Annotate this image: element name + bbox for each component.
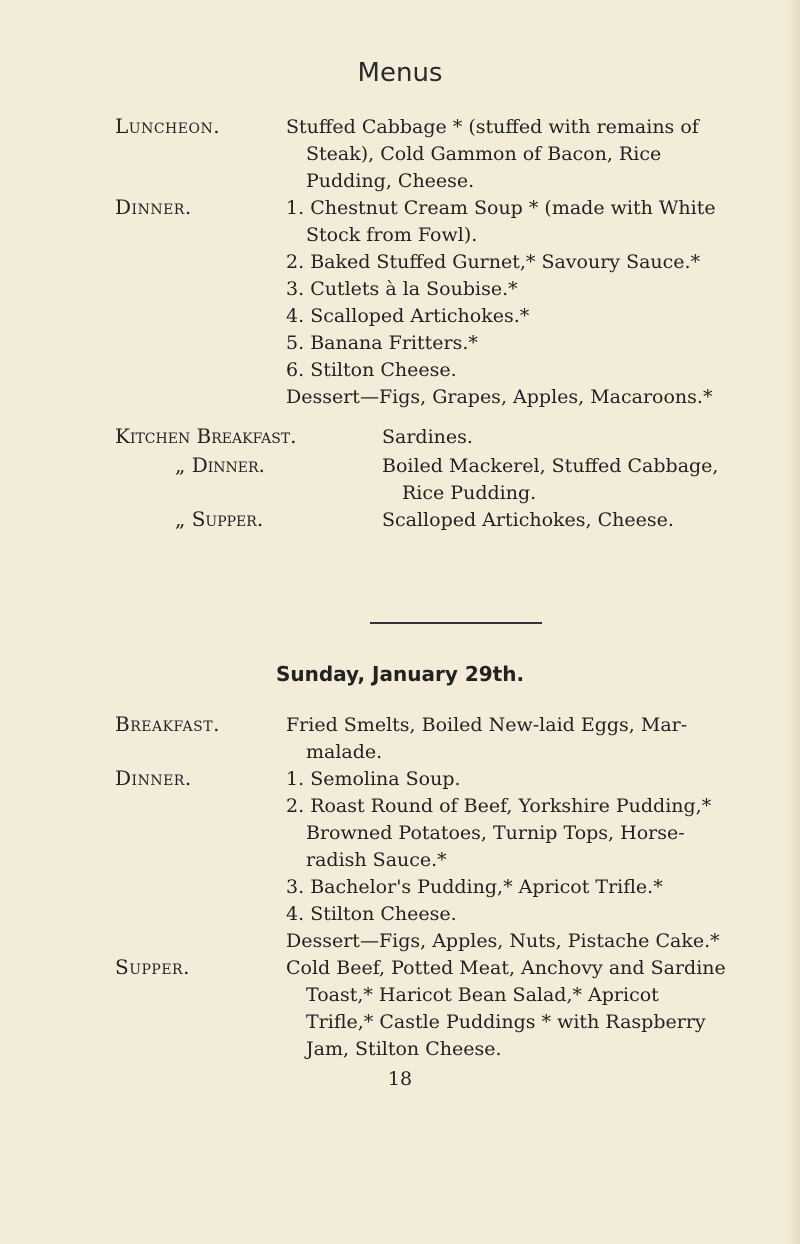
luncheon-line: Pudding, Cheese. <box>306 170 475 192</box>
kitchen-breakfast-label: Kitchen Breakfast. <box>115 424 297 448</box>
menu-item: 4. Scalloped Artichokes.* <box>286 305 530 327</box>
dessert-line: Dessert—Figs, Grapes, Apples, Macaroons.* <box>286 386 713 408</box>
kitchen-dinner-label: „ Dinner. <box>175 453 265 477</box>
section-divider <box>370 622 542 624</box>
menu-item: 1. Semolina Soup. <box>286 768 461 790</box>
menu-item-cont: radish Sauce.* <box>306 849 447 871</box>
breakfast-line: malade. <box>306 741 383 763</box>
menu-item: 5. Banana Fritters.* <box>286 332 478 354</box>
kitchen-line: Boiled Mackerel, Stuffed Cabbage, <box>382 455 719 477</box>
kitchen-line: Rice Pudding. <box>402 482 537 504</box>
luncheon-line: Stuffed Cabbage * (stuffed with remains of <box>286 116 699 138</box>
supper-label: Supper. <box>115 955 190 979</box>
page-number: 18 <box>387 1068 413 1090</box>
dinner-menu <box>286 766 760 955</box>
kitchen-supper-text <box>382 507 762 534</box>
breakfast-label: Breakfast. <box>115 712 220 736</box>
luncheon-text <box>286 114 760 195</box>
dinner-label: Dinner. <box>115 195 192 219</box>
breakfast-line: Fried Smelts, Boiled New-laid Eggs, Mar- <box>286 714 688 736</box>
menu-item: 3. Cutlets à la Soubise.* <box>286 278 518 300</box>
menu-item: 1. Chestnut Cream Soup * (made with White <box>286 197 716 219</box>
kitchen-dinner-text <box>382 453 762 507</box>
menu-item: 3. Bachelor's Pudding,* Apricot Trifle.* <box>286 876 663 898</box>
supper-line: Cold Beef, Potted Meat, Anchovy and Sardine <box>286 957 726 979</box>
supper-line: Trifle,* Castle Puddings * with Raspberry <box>306 1011 706 1033</box>
supper-line: Toast,* Haricot Bean Salad,* Apricot <box>306 984 659 1006</box>
kitchen-supper-label: „ Supper. <box>175 507 264 531</box>
dinner-label: Dinner. <box>115 766 192 790</box>
menu-item: 6. Stilton Cheese. <box>286 359 457 381</box>
page-header: Menus <box>357 58 443 88</box>
menu-item: 2. Roast Round of Beef, Yorkshire Pudding,* <box>286 795 712 817</box>
menu-item-cont: Browned Potatoes, Turnip Tops, Horse- <box>306 822 685 844</box>
supper-line: Jam, Stilton Cheese. <box>306 1038 502 1060</box>
luncheon-label: Luncheon. <box>115 114 221 138</box>
menu-item-cont: Stock from Fowl). <box>306 224 478 246</box>
menu-item: 4. Stilton Cheese. <box>286 903 457 925</box>
dinner-menu <box>286 195 760 411</box>
kitchen-line: Scalloped Artichokes, Cheese. <box>382 509 674 531</box>
kitchen-line: Sardines. <box>382 426 473 448</box>
dessert-line: Dessert—Figs, Apples, Nuts, Pistache Cake.* <box>286 930 720 952</box>
menu-item: 2. Baked Stuffed Gurnet,* Savoury Sauce.* <box>286 251 701 273</box>
page-edge <box>786 0 800 1244</box>
supper-text <box>286 955 760 1063</box>
breakfast-text <box>286 712 760 766</box>
day-heading: Sunday, January 29th. <box>275 662 525 686</box>
kitchen-breakfast-text <box>382 424 762 451</box>
luncheon-line: Steak), Cold Gammon of Bacon, Rice <box>306 143 662 165</box>
